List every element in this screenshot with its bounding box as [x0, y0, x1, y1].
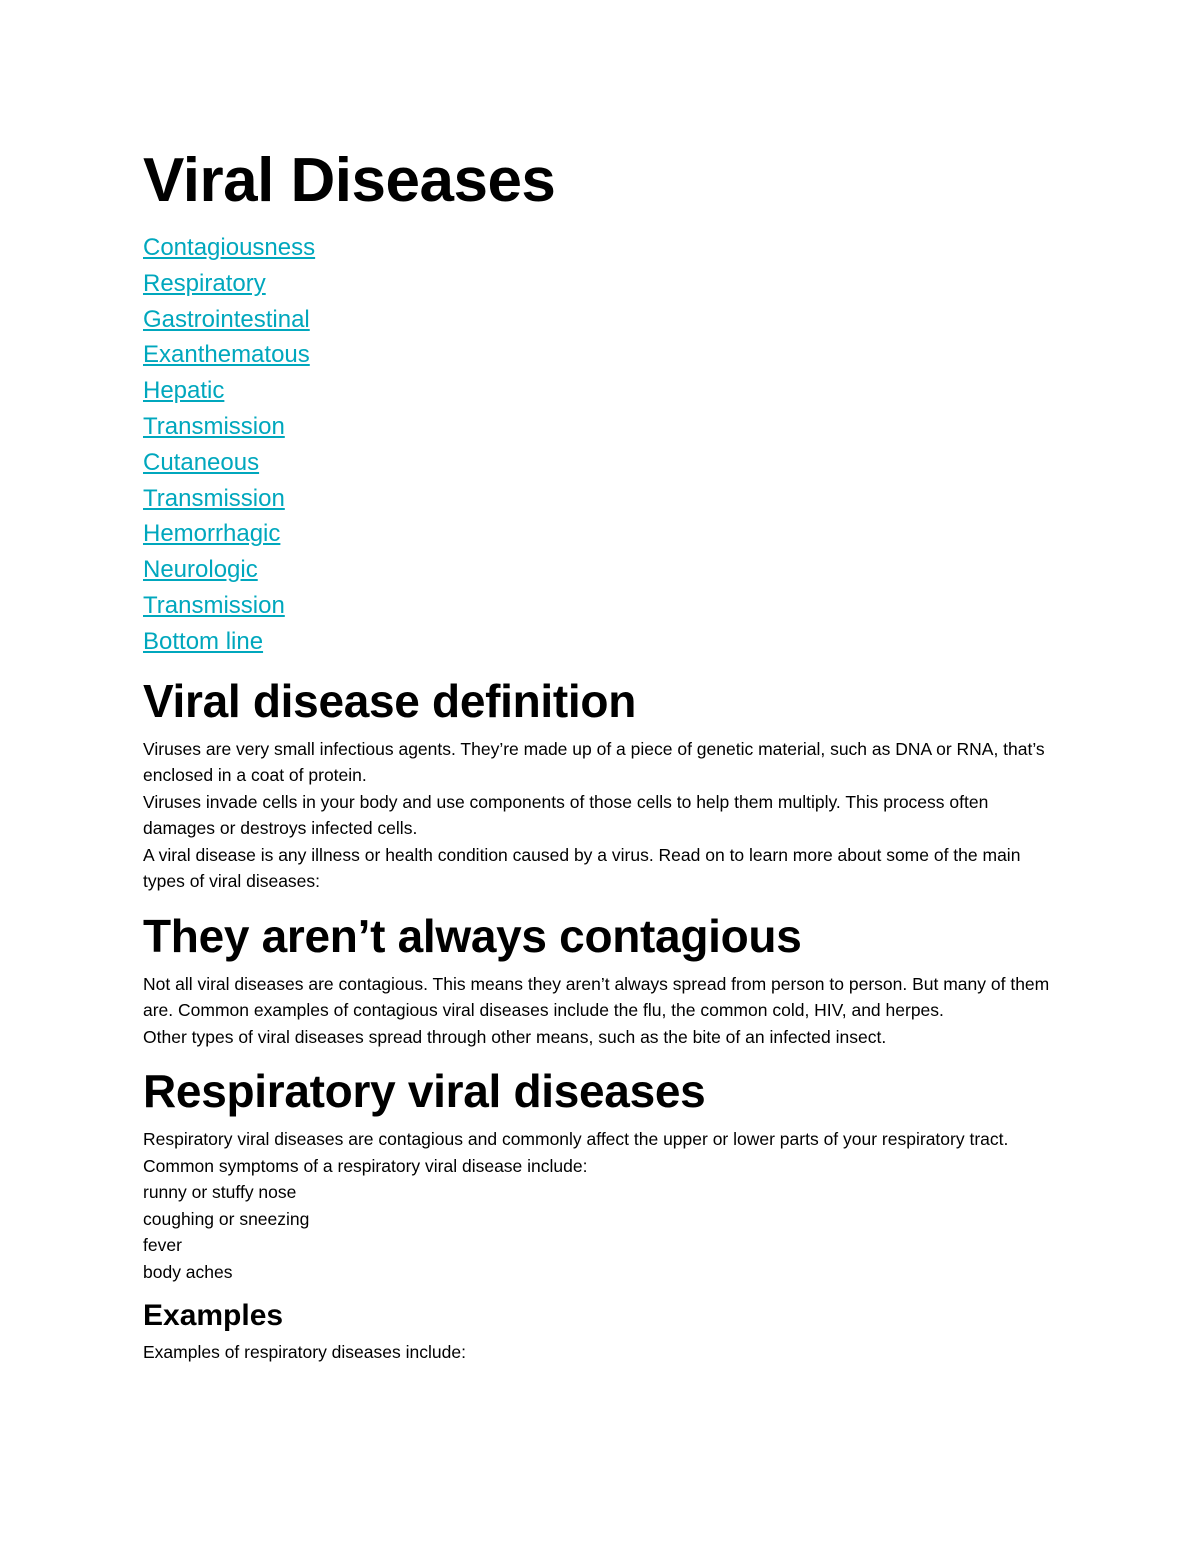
toc-item	[143, 373, 1063, 409]
toc-link-respiratory[interactable]: Respiratory	[143, 269, 266, 297]
toc-item	[143, 516, 1063, 552]
subsection-heading-examples: Examples	[143, 1299, 284, 1333]
document-title: Viral Diseases	[143, 146, 556, 215]
toc-link-bottom-line[interactable]: Bottom line	[143, 627, 264, 655]
toc-item	[143, 445, 1063, 481]
paragraph: Not all viral diseases are contagious. This means they aren’t always spread from person to person. But many of them are. Common examples of contagious viral diseases include the flu, the common cold, HIV, and herpes.	[143, 973, 1050, 1021]
section-respiratory	[143, 1065, 1063, 1285]
paragraph: Common symptoms of a respiratory viral disease include:	[143, 1155, 588, 1176]
toc-link-gastrointestinal[interactable]: Gastrointestinal	[143, 305, 310, 333]
toc-item	[143, 409, 1063, 445]
symptom-item: coughing or sneezing	[143, 1208, 310, 1229]
toc-link-contagiousness[interactable]: Contagiousness	[143, 234, 316, 261]
toc-item	[143, 481, 1063, 517]
paragraph: Viruses invade cells in your body and use components of those cells to help them multiply. This process often damages or destroys infected cells.	[143, 791, 989, 839]
toc-link-neurologic[interactable]: Neurologic	[143, 556, 258, 584]
toc-item	[143, 266, 1063, 302]
symptom-item: runny or stuffy nose	[143, 1182, 297, 1203]
toc-link-hepatic[interactable]: Hepatic	[143, 377, 225, 405]
section-heading-contagious: They aren’t always contagious	[143, 909, 802, 962]
document-page	[143, 146, 1063, 1366]
toc-link-transmission-1[interactable]: Transmission	[143, 412, 285, 440]
toc-item	[143, 588, 1063, 624]
toc-link-exanthematous[interactable]: Exanthematous	[143, 341, 310, 369]
section-heading-definition: Viral disease definition	[143, 674, 637, 727]
toc-item	[143, 302, 1063, 338]
section-contagious	[143, 909, 1063, 1051]
section-definition	[143, 674, 1063, 895]
table-of-contents	[143, 230, 1063, 660]
toc-link-transmission-3[interactable]: Transmission	[143, 591, 285, 619]
toc-link-hemorrhagic[interactable]: Hemorrhagic	[143, 520, 281, 548]
section-examples	[143, 1301, 1063, 1366]
paragraph: Other types of viral diseases spread through other means, such as the bite of an infected insect.	[143, 1026, 887, 1047]
toc-item	[143, 337, 1063, 373]
paragraph: A viral disease is any illness or health condition caused by a virus. Read on to learn more about some of the main types of viral diseases:	[143, 844, 1021, 892]
toc-item	[143, 230, 1063, 266]
paragraph: Examples of respiratory diseases include:	[143, 1342, 466, 1363]
toc-link-cutaneous[interactable]: Cutaneous	[143, 448, 260, 476]
toc-item	[143, 552, 1063, 588]
symptom-item: body aches	[143, 1261, 233, 1282]
paragraph: Respiratory viral diseases are contagious and commonly affect the upper or lower parts of your respiratory tract.	[143, 1129, 1009, 1150]
toc-link-transmission-2[interactable]: Transmission	[143, 484, 285, 512]
section-heading-respiratory: Respiratory viral diseases	[143, 1065, 706, 1118]
symptom-item: fever	[143, 1235, 182, 1256]
paragraph: Viruses are very small infectious agents. They’re made up of a piece of genetic material, such as DNA or RNA, that’s enclosed in a coat of protein.	[143, 738, 1045, 786]
toc-item	[143, 624, 1063, 660]
